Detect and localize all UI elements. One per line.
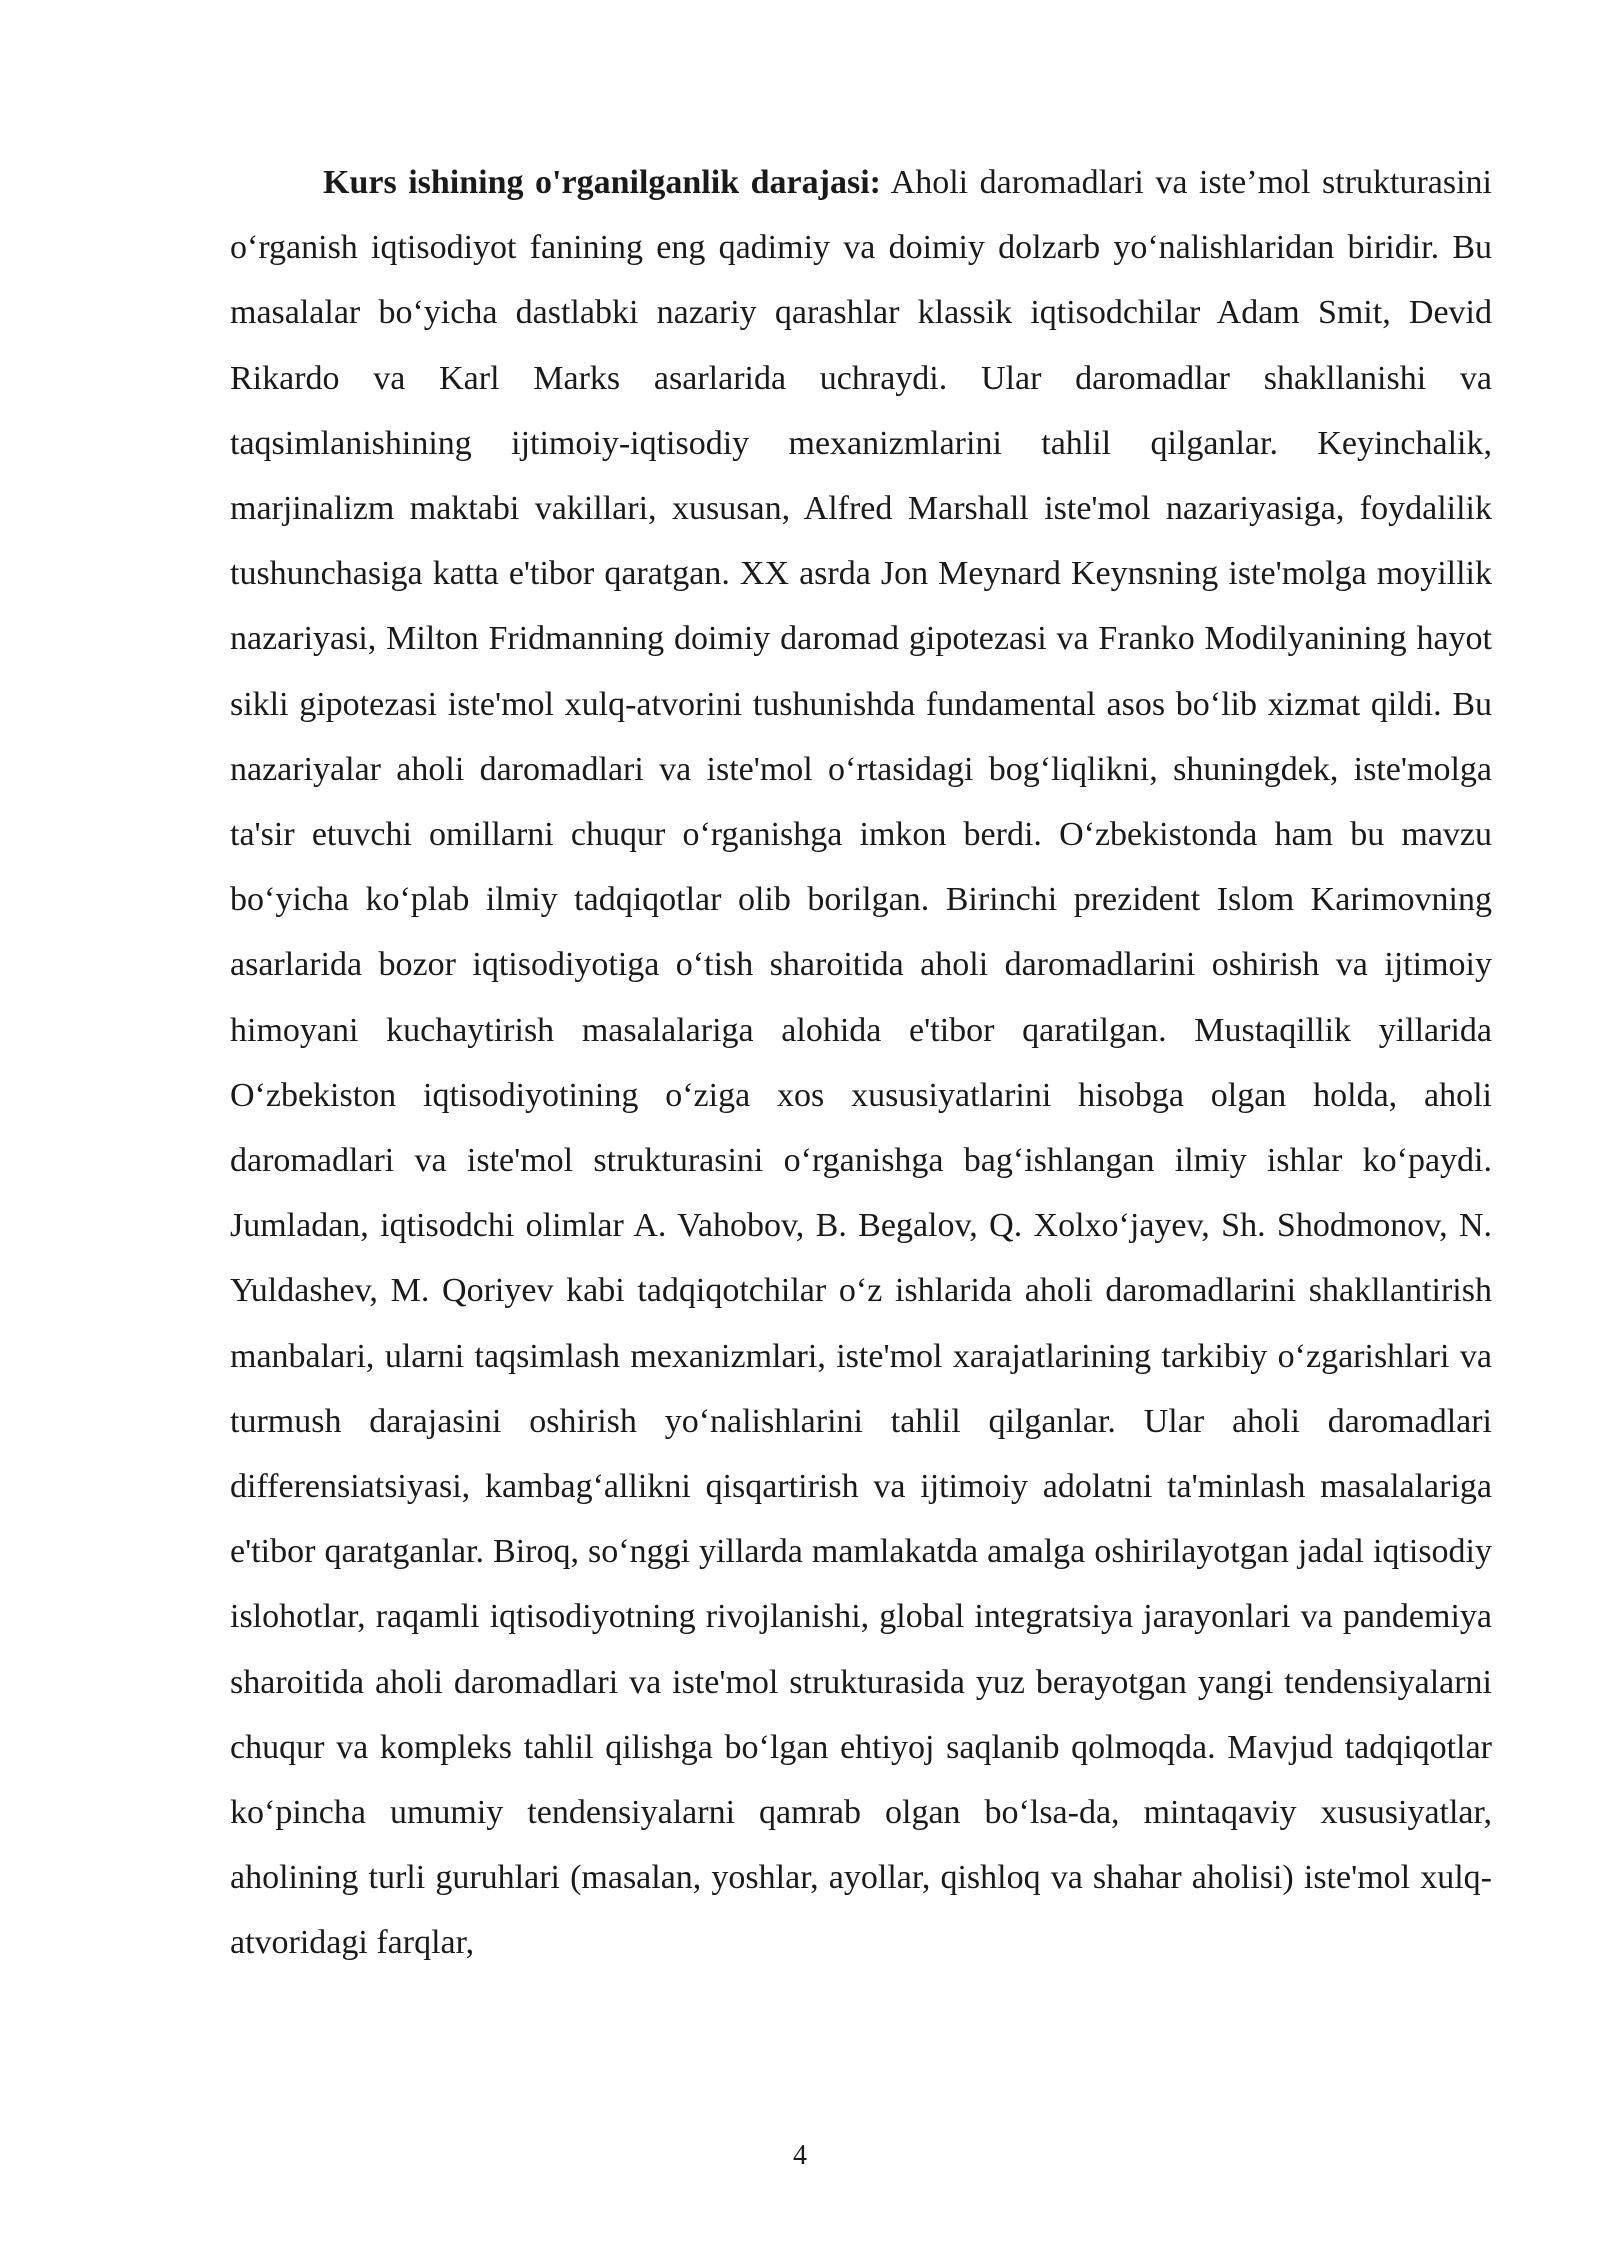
paragraph-body-text: Aholi daromadlari va iste’mol strukturasini o‘rganish iqtisodiyot fanining eng qadimiy va doimiy dolzarb yo‘nalishlaridan biridir. Bu masalalar bo‘yicha dastlabki nazariy qarashlar klassik iqtisodchilar Adam Smit, Devid Rikardo va Karl Marks asarlarida uchraydi. Ular daromadlar shakllanishi va taqsimlanishining ijtimoiy-iqtisodiy mexanizmlarini tahlil qilganlar. Keyinchalik, marjinalizm maktabi vakillari, xususan, Alfred Marshall iste'mol nazariyasiga, foydalilik tushunchasiga katta e'tibor qaratgan. XX asrda Jon Meynard Keynsning iste'molga moyillik nazariyasi, Milton Fridmanning doimiy daromad gipotezasi va Franko Modilyanining hayot sikli gipotezasi iste'mol xulq-atvorini tushunishda fundamental asos bo‘lib xizmat qildi. Bu nazariyalar aholi daromadlari va iste'mol o‘rtasidagi bog‘liqlikni, shuningdek, iste'molga ta'sir etuvchi omillarni chuqur o‘rganishga imkon berdi. O‘zbekistonda ham bu mavzu bo‘yicha ko‘plab ilmiy tadqiqotlar olib borilgan. Birinchi prezident Islom Karimovning asarlarida bozor iqtisodiyotiga o‘tish sharoitida aholi daromadlarini oshirish va ijtimoiy himoyani kuchaytirish masalalariga alohida e'tibor qaratilgan. Mustaqillik yillarida O‘zbekiston iqtisodiyotining o‘ziga xos xususiyatlarini hisobga olgan holda, aholi daromadlari va iste'mol strukturasini o‘rganishga bag‘ishlangan ilmiy ishlar ko‘paydi. Jumladan, iqtisodchi olimlar A. Vahobov, B. Begalov, Q. Xolxo‘jayev, Sh. Shodmonov, N. Yuldashev, M. Qoriyev kabi tadqiqotchilar o‘z ishlarida aholi daromadlarini shakllantirish manbalari, ularni taqsimlash mexanizmlari, iste'mol xarajatlarining tarkibiy o‘zgarishlari va turmush darajasini oshirish yo‘nalishlarini tahlil qilganlar. Ular aholi daromadlari differensiatsiyasi, kambag‘allikni qisqartirish va ijtimoiy adolatni ta'minlash masalalariga e'tibor qaratganlar. Biroq, so‘nggi yillarda mamlakatda amalga oshirilayotgan jadal iqtisodiy islohotlar, raqamli iqtisodiyotning rivojlanishi, global integratsiya jarayonlari va pandemiya sharoitida aholi daromadlari va iste'mol strukturasida yuz berayotgan yangi tendensiyalarni chuqur va kompleks tahlil qilishga bo‘lgan ehtiyoj saqlanib qolmoqda. Mavjud tadqiqotlar ko‘pincha umumiy tendensiyalarni qamrab olgan bo‘lsa-da, mintaqaviy xususiyatlar, aholining turli guruhlari (masalan, yoshlar, ayollar, qishloq va shahar aholisi) iste'mol xulq-atvoridagi farqlar, xyxy=(230,164,1492,1962)
body-paragraph xyxy=(230,150,1492,1976)
page-number: 4 xyxy=(793,2140,807,2171)
paragraph-lead-heading: Kurs ishining o'rganilganlik darajasi: xyxy=(323,164,881,201)
